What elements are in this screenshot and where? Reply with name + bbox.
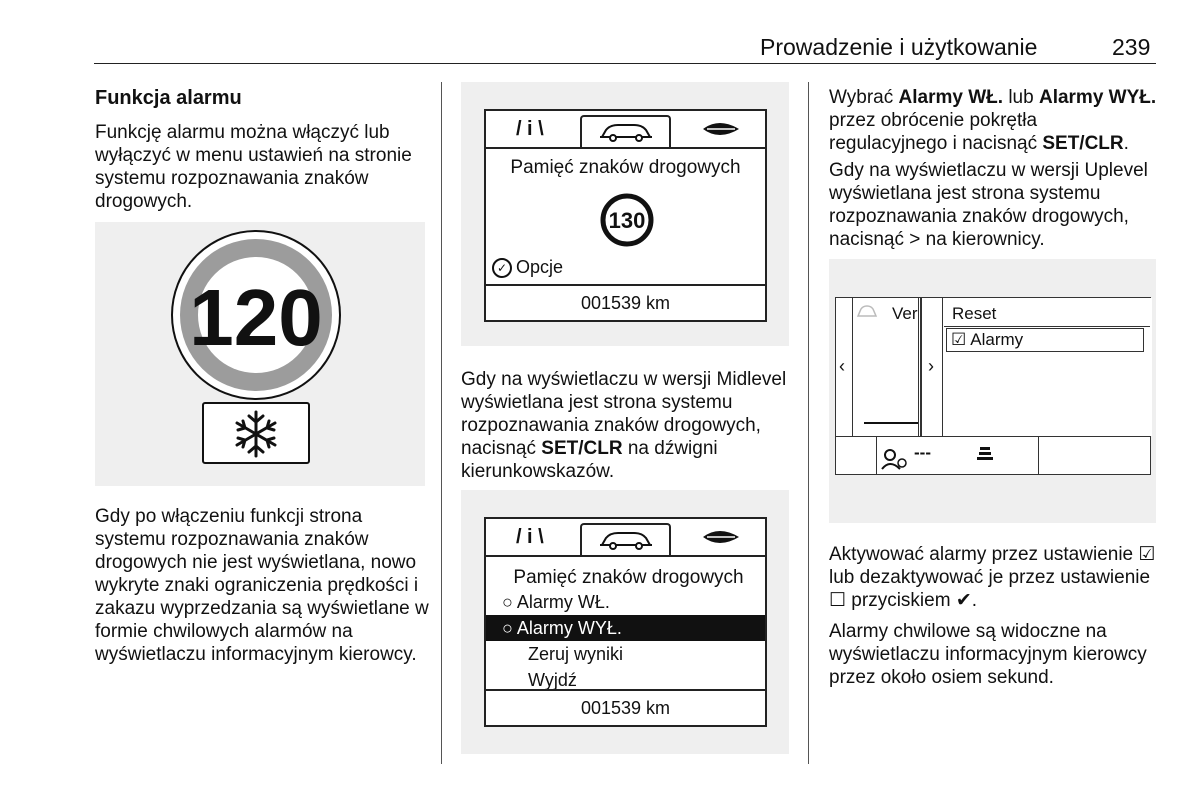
column-divider-right: [808, 82, 809, 764]
display-tabs-2: [486, 519, 765, 557]
intro-paragraph: Funkcję alarmu można włączyć lub wyłączyć w menu ustawień na stronie systemu rozpoznawania znaków drogowych.: [95, 122, 412, 212]
set-clr-emphasis-2: SET/CLR: [1042, 133, 1124, 154]
uplevel-display-figure: [829, 259, 1156, 523]
speed-limit-sign-graphic: [95, 222, 425, 486]
menu-item-alarms-off[interactable]: [486, 615, 765, 641]
sign-value-120: 120: [189, 273, 323, 362]
menu-item-reset[interactable]: [944, 298, 1150, 327]
car-icon: [596, 121, 656, 143]
speed-sign-figure: [95, 222, 425, 486]
status-dashes: ---: [914, 443, 931, 462]
background-page-divider: [852, 298, 853, 436]
running-title: Prowadzenie i użytkowanie: [760, 34, 1038, 60]
tab-car: [580, 115, 672, 147]
display-tabs: [486, 111, 765, 149]
eco-leaf-icon: [699, 119, 743, 139]
menu-item-label: Alarmy WYŁ.: [516, 618, 622, 638]
menu-item-reset-results[interactable]: Zeruj wyniki: [528, 644, 624, 664]
check-circle-icon: ✓: [492, 258, 512, 278]
tab-car-2: [580, 523, 672, 555]
alarms-off-emphasis: Alarmy WYŁ.: [1038, 87, 1157, 108]
display-screen-1: [484, 109, 767, 322]
menu-item-label: Alarmy WŁ.: [516, 592, 610, 612]
midlevel-text-lead: Gdy na wyświetlaczu w wersji Midlevel wyświetlana jest strona systemu rozpoznawania znaków drogowych, nacisnąć: [461, 369, 787, 459]
menu-item-alarms-label: Alarmy: [970, 330, 1024, 349]
p1-text-a: Wybrać: [829, 87, 899, 108]
sign-value-130: 130: [608, 208, 646, 233]
menu-item-alarms-on[interactable]: [486, 589, 765, 615]
driver-assist-icon: [880, 445, 910, 471]
menu-overlay: [920, 298, 1152, 436]
radio-icon: ○: [502, 618, 513, 638]
right-arrow-icon[interactable]: ›: [928, 356, 934, 376]
header-rule: [94, 63, 1156, 64]
p1-text-g: .: [1123, 133, 1129, 154]
speed-sign-130-icon: [597, 193, 657, 249]
menu-divider: [942, 298, 943, 436]
eco-leaf-icon: [699, 527, 743, 547]
menu-item-exit[interactable]: Wyjdź: [528, 670, 577, 690]
temporary-alarms-paragraph: Alarmy chwilowe są widoczne na wyświetlaczu informacyjnym kierowcy przez około osiem sekund.: [829, 621, 1147, 688]
odometer-bar: 001539 km: [486, 284, 765, 320]
odometer-bar-2: 001539 km: [486, 689, 765, 725]
background-page: [836, 298, 919, 436]
progress-line: [864, 422, 918, 424]
midlevel-paragraph: [461, 368, 791, 483]
tab-eco-2: [677, 519, 765, 555]
radio-icon: ○: [502, 592, 513, 612]
checkbox-checked-icon: ☑: [951, 330, 967, 349]
set-clr-emphasis: SET/CLR: [541, 438, 623, 459]
uplevel-paragraph: Gdy na wyświetlaczu w wersji Uplevel wyświetlana jest strona systemu rozpoznawania znaków drogowych, nacisnąć > na kierownicy.: [829, 160, 1148, 250]
options-label: Opcje: [516, 257, 564, 277]
status-divider-2: [1038, 437, 1039, 475]
lane-icon: [976, 445, 994, 463]
section-heading: Funkcja alarmu: [95, 87, 242, 109]
midlevel-display-figure-2: [461, 490, 789, 754]
activate-alarms-paragraph: Aktywować alarmy przez ustawienie ☑ lub dezaktywować je przez ustawienie ☐ przyciskiem ✔.: [829, 544, 1156, 611]
display-screen-2: [484, 517, 767, 727]
tab-eco: [677, 111, 765, 147]
menu-item-alarms[interactable]: [946, 328, 1144, 352]
menu-item-reset-label: Reset: [952, 304, 997, 323]
uplevel-screen: [835, 297, 1151, 475]
partial-label: Ver: [892, 304, 918, 323]
alarms-on-emphasis: Alarmy WŁ.: [898, 87, 1004, 108]
screen-title-2: Pamięć znaków drogowych: [513, 567, 744, 588]
car-outline-icon: [856, 304, 878, 320]
screen-title: Pamięć znaków drogowych: [510, 157, 741, 178]
column-divider-left: [441, 82, 442, 764]
p1-text-e: przez obrócenie pokrętła regulacyjnego i nacisnąć: [829, 110, 1043, 154]
left-arrow-icon[interactable]: ‹: [839, 356, 845, 376]
page-number: 239: [1112, 34, 1151, 60]
options-row: [492, 257, 563, 278]
car-icon: [596, 529, 656, 551]
midlevel-text-tail: na dźwigni kierunkowskazów.: [461, 438, 718, 482]
midlevel-display-figure-1: [461, 82, 789, 346]
tab-road-info-2: / i \: [515, 525, 544, 548]
select-alarms-paragraph: [829, 86, 1159, 155]
status-bar: [836, 436, 1150, 475]
status-divider-1: [876, 437, 877, 475]
p1-text-c: lub: [1003, 87, 1039, 108]
tab-road-info: / i \: [515, 117, 544, 140]
body-paragraph: Gdy po włączeniu funkcji strona systemu rozpoznawania znaków drogowych nie jest wyświetlana, nowo wykryte znaki ograniczenia prędkości i zakazu wyprzedzania są wyświetlane w formie chwilowych alarmów na wyświetlaczu informacyjnym kierowcy.: [95, 506, 429, 665]
